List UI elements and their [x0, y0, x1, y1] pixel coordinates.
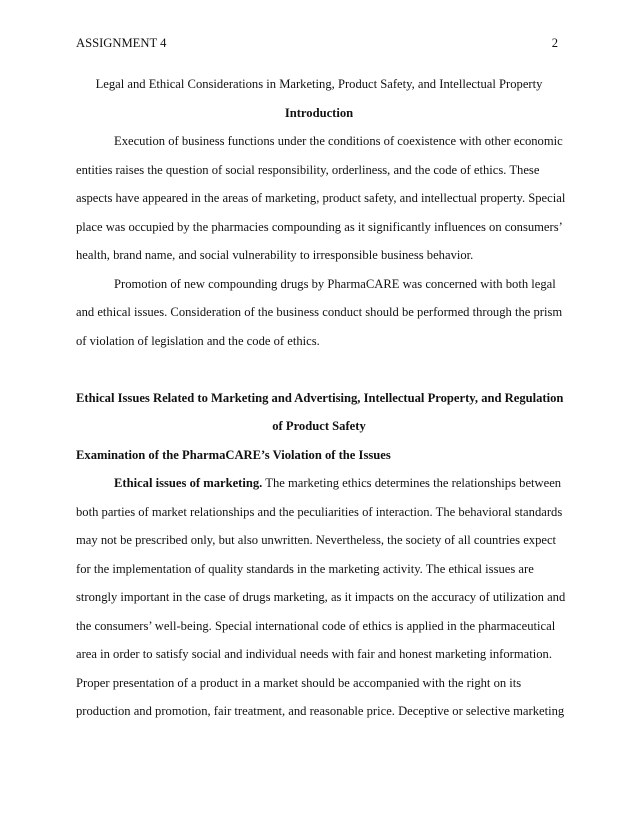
section-heading: Ethical Issues Related to Marketing and Advertising, Intellectual Property, and Regulation	[76, 391, 564, 405]
intro2-line: and ethical issues. Consideration of the business conduct should be performed through the prism	[76, 305, 563, 319]
page-number: 2	[551, 36, 558, 50]
para3-line: both parties of market relationships and the peculiarities of interaction. The behavioral standards	[76, 505, 563, 519]
para3-line: the consumers’ well-being. Special international code of ethics is applied in the pharmaceutical	[76, 619, 556, 633]
intro2-line: of violation of legislation and the code of ethics.	[76, 334, 320, 348]
para3-line: production and promotion, fair treatment, and reasonable price. Deceptive or selective marketing	[76, 704, 565, 718]
subsection-heading: Examination of the PharmaCARE’s Violation of the Issues	[76, 448, 391, 462]
intro-line: health, brand name, and social vulnerability to irresponsible business behavior.	[76, 248, 474, 262]
intro-line: place was occupied by the pharmacies compounding as it significantly influences on consumers’	[76, 220, 563, 234]
para3-line: may not be prescribed only, but also unwritten. Nevertheless, the society of all countries expect	[76, 533, 557, 547]
intro-line: Execution of business functions under the conditions of coexistence with other economic	[114, 134, 563, 148]
para3-first-line	[114, 475, 562, 491]
intro2-line: Promotion of new compounding drugs by PharmaCARE was concerned with both legal	[114, 277, 556, 291]
para3-line: strongly important in the case of drugs marketing, as it impacts on the accuracy of utilization and	[76, 590, 566, 604]
para3-line: Proper presentation of a product in a market should be accompanied with the right on its	[76, 676, 522, 690]
intro-line: aspects have appeared in the areas of marketing, product safety, and intellectual property. Special	[76, 191, 566, 205]
running-head: ASSIGNMENT 4	[76, 36, 167, 50]
paper-title: Legal and Ethical Considerations in Marketing, Product Safety, and Intellectual Property	[95, 77, 543, 91]
intro-heading: Introduction	[284, 106, 354, 120]
para3-line: for the implementation of quality standards in the marketing activity. The ethical issues are	[76, 562, 534, 576]
run-in-heading: Ethical issues of marketing.	[114, 476, 263, 490]
para3-line: area in order to satisfy social and individual needs with fair and honest marketing information.	[76, 647, 552, 661]
section-heading: of Product Safety	[272, 419, 366, 433]
para3-first-line-text: The marketing ethics determines the relationships between	[262, 476, 562, 490]
intro-line: entities raises the question of social responsibility, orderliness, and the code of ethics. These	[76, 163, 540, 177]
